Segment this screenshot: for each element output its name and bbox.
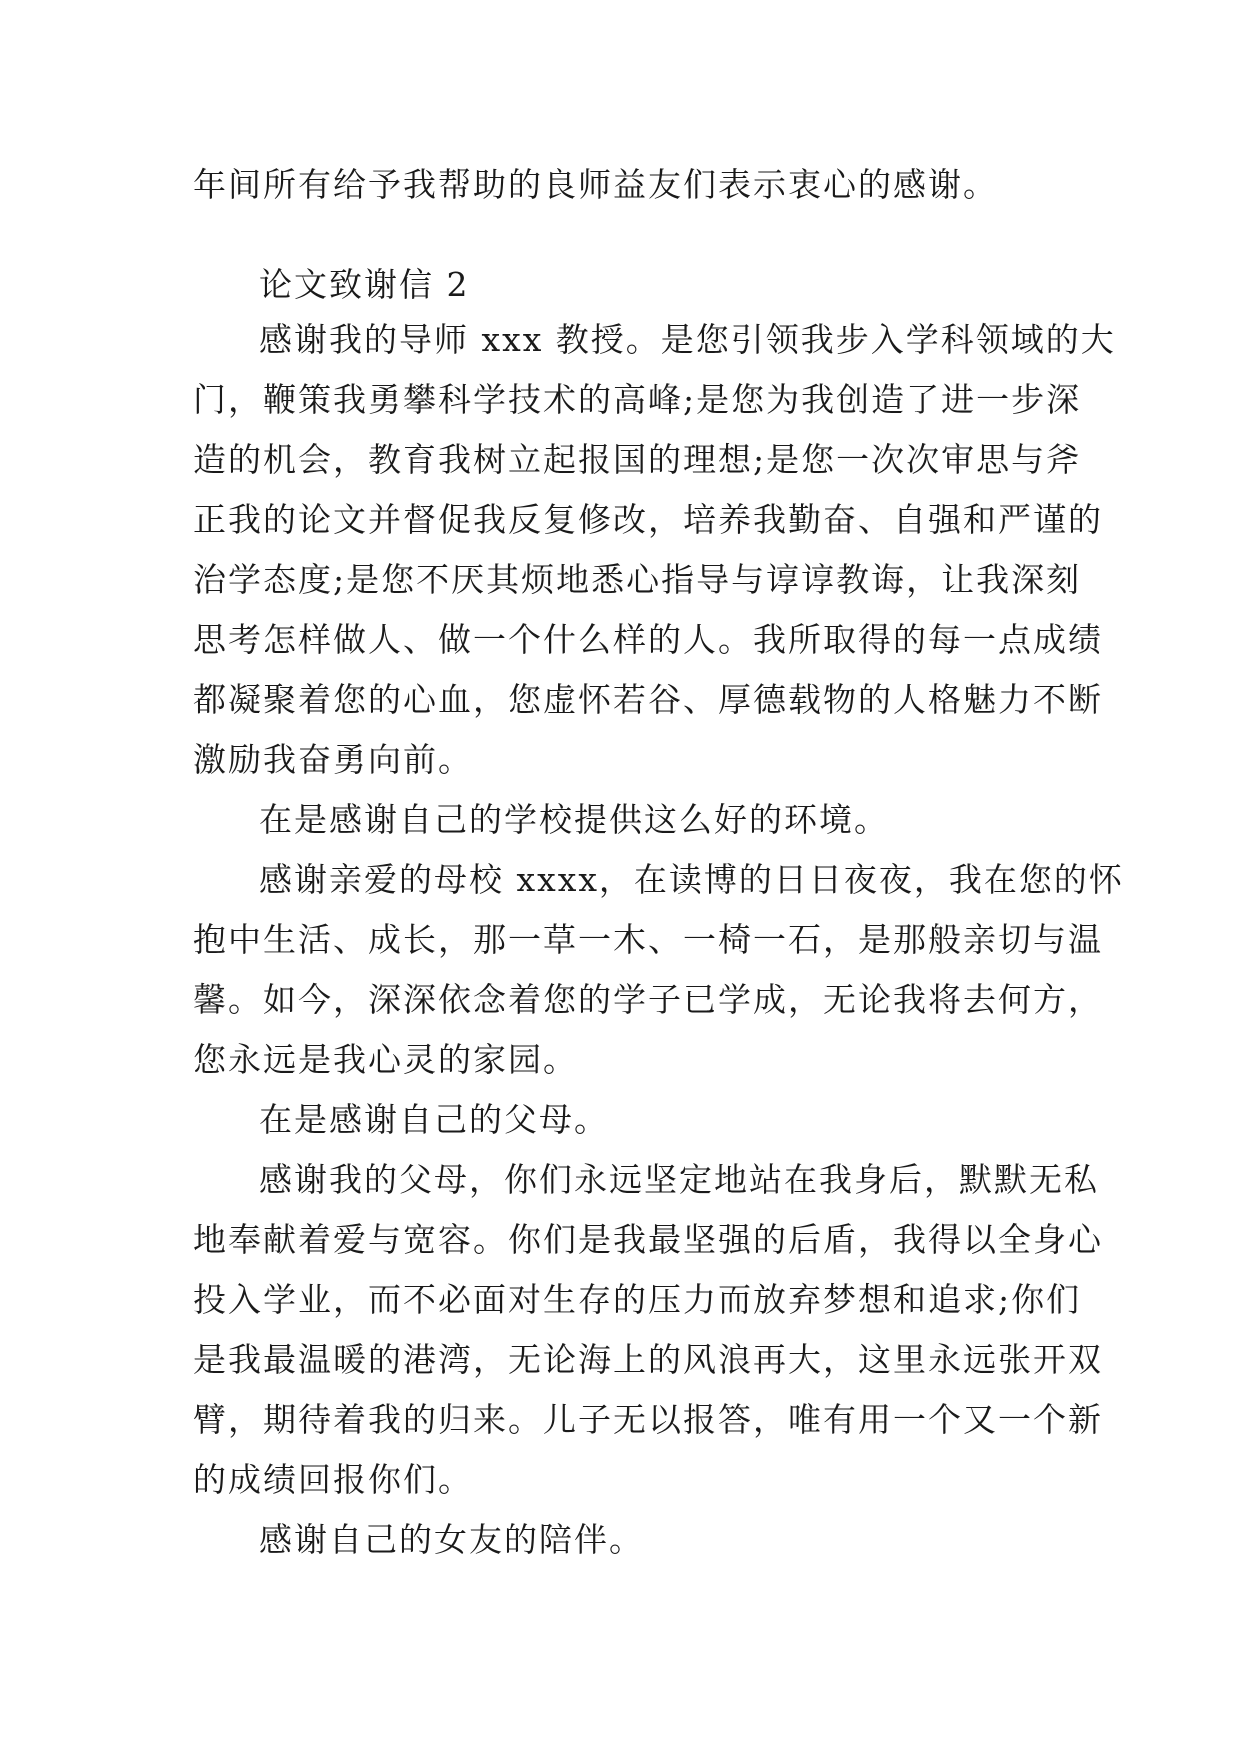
text-line: 在是感谢自己的父母。 <box>259 1100 609 1139</box>
text-line: 感谢我的父母，你们永远坚定地站在我身后，默默无私 <box>259 1160 1099 1199</box>
text-line: 是我最温暖的港湾，无论海上的风浪再大，这里永远张开双 <box>193 1340 1103 1379</box>
text-line: 年间所有给予我帮助的良师益友们表示衷心的感谢。 <box>193 165 998 204</box>
text-line: 臂，期待着我的归来。儿子无以报答，唯有用一个又一个新 <box>193 1400 1103 1439</box>
carryover-paragraph <box>193 155 1053 215</box>
text-line: 您永远是我心灵的家园。 <box>193 1040 578 1079</box>
paragraph-alma-mater <box>193 850 1124 1090</box>
text-line: 地奉献着爱与宽容。你们是我最坚强的后盾，我得以全身心 <box>193 1220 1103 1259</box>
text-line: 投入学业，而不必面对生存的压力而放弃梦想和追求;你们 <box>193 1280 1082 1319</box>
text-line: 馨。如今，深深依念着您的学子已学成，无论我将去何方， <box>193 980 1103 1019</box>
text-line: 感谢自己的女友的陪伴。 <box>259 1520 644 1559</box>
section-title-text: 论文致谢信 2 <box>259 265 470 304</box>
text-line: 造的机会，教育我树立起报国的理想;是您一次次审思与斧 <box>193 440 1082 479</box>
text-line: 感谢我的导师 xxx 教授。是您引领我步入学科领域的大 <box>259 320 1116 359</box>
text-line: 门，鞭策我勇攀科学技术的高峰;是您为我创造了进一步深 <box>193 380 1082 419</box>
paragraph-parents-intro <box>193 1090 1053 1150</box>
text-line: 思考怎样做人、做一个什么样的人。我所取得的每一点成绩 <box>193 620 1103 659</box>
paragraph-parents <box>193 1150 1103 1510</box>
text-line: 抱中生活、成长，那一草一木、一椅一石，是那般亲切与温 <box>193 920 1103 959</box>
text-line: 治学态度;是您不厌其烦地悉心指导与谆谆教诲，让我深刻 <box>193 560 1082 599</box>
text-line: 都凝聚着您的心血，您虚怀若谷、厚德载物的人格魅力不断 <box>193 680 1103 719</box>
text-line: 感谢亲爱的母校 xxxx，在读博的日日夜夜，我在您的怀 <box>259 860 1124 899</box>
text-line: 的成绩回报你们。 <box>193 1460 473 1499</box>
paragraph-school-intro <box>193 790 1053 850</box>
paragraph-girlfriend <box>193 1510 1053 1570</box>
text-line: 在是感谢自己的学校提供这么好的环境。 <box>259 800 889 839</box>
paragraph-advisor <box>193 310 1116 790</box>
text-line: 正我的论文并督促我反复修改，培养我勤奋、自强和严谨的 <box>193 500 1103 539</box>
text-line: 激励我奋勇向前。 <box>193 740 473 779</box>
section-title <box>193 255 1053 315</box>
